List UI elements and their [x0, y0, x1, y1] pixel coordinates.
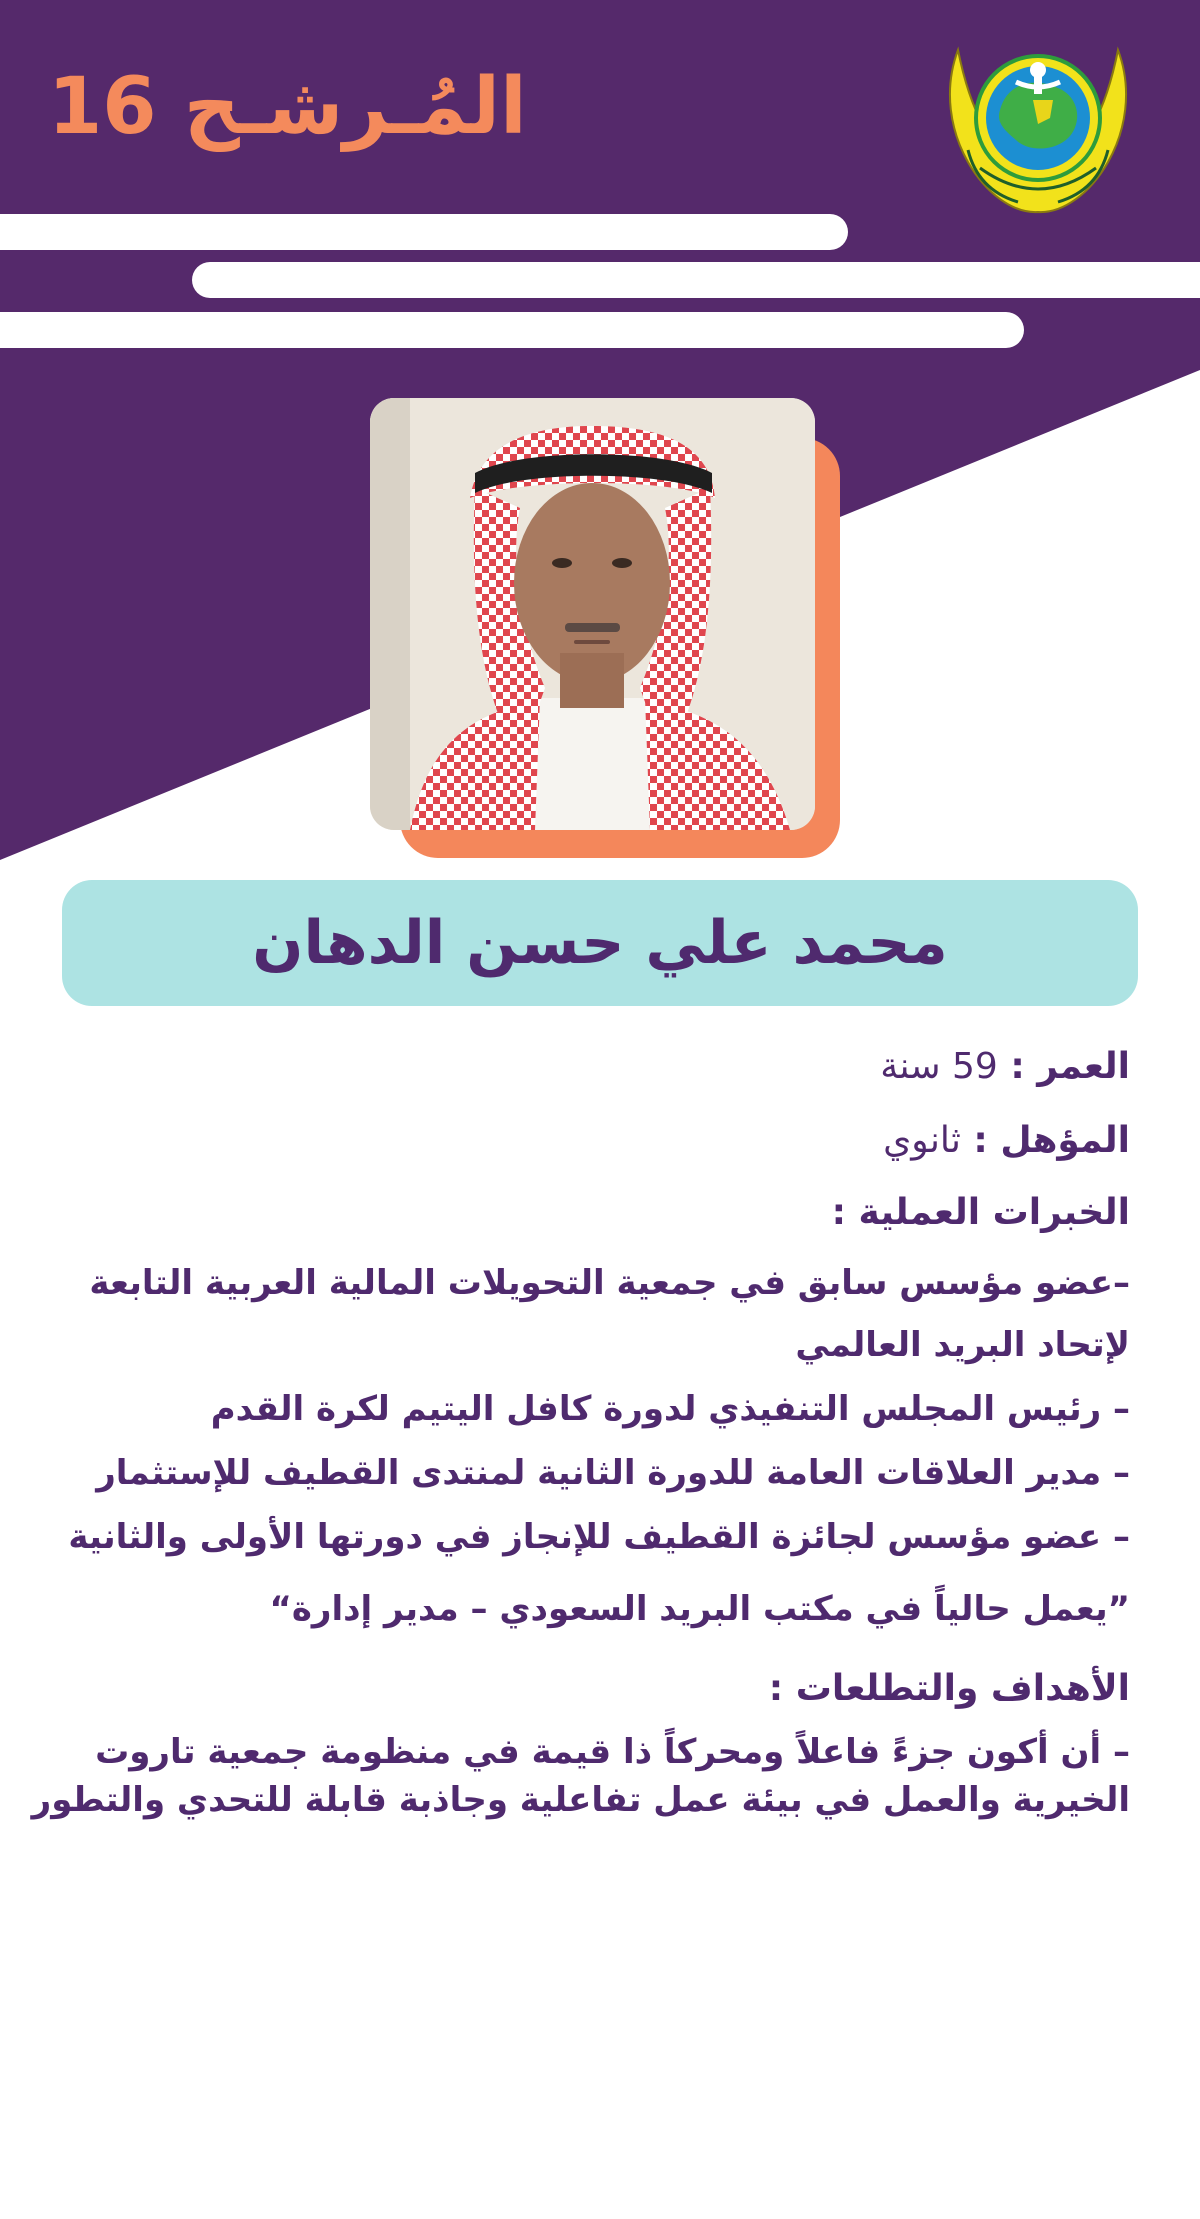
goals-title: الأهداف والتطلعات :: [768, 1668, 1130, 1709]
charity-logo-icon: [938, 40, 1138, 220]
candidate-details: [20, 1030, 1130, 1824]
candidate-photo-frame: [370, 398, 840, 858]
experience-item: – مدير العلاقات العامة للدورة الثانية لمنتدى القطيف للإستثمار: [96, 1453, 1130, 1493]
candidate-photo: [370, 398, 815, 830]
age-label: العمر :: [1010, 1046, 1130, 1087]
goals-text: – أن أكون جزءً فاعلاً ومحركاً ذا قيمة في منظومة جمعية تاروت الخيرية والعمل في بيئة عمل تفاعلية وجاذبة قابلة للتحدي والتطور: [31, 1732, 1130, 1820]
experience-item: – عضو مؤسس لجائزة القطيف للإنجاز في دورتها الأولى والثانية: [68, 1517, 1130, 1557]
experience-title: الخبرات العملية :: [831, 1192, 1130, 1233]
candidate-number-title: المُـرشـح 16: [48, 62, 527, 152]
current-position-note: ”يعمل حالياً في مكتب البريد السعودي – مدير إدارة“: [269, 1589, 1130, 1629]
white-stripe-1: [0, 214, 848, 250]
age-row: [20, 1030, 1130, 1104]
qualification-label: المؤهل :: [973, 1120, 1130, 1161]
name-banner: [62, 880, 1138, 1006]
white-stripe-2: [192, 262, 1200, 298]
qualification-row: [20, 1104, 1130, 1178]
experience-item: –عضو مؤسس سابق في جمعية التحويلات المالية العربية التابعة لإتحاد البريد العالمي: [89, 1263, 1130, 1365]
candidate-name: محمد علي حسن الدهان: [252, 908, 948, 978]
experience-item: – رئيس المجلس التنفيذي لدورة كافل اليتيم لكرة القدم: [210, 1389, 1130, 1429]
age-value: 59 سنة: [880, 1046, 998, 1087]
white-stripe-3: [0, 312, 1024, 348]
qualification-value: ثانوي: [883, 1120, 961, 1161]
